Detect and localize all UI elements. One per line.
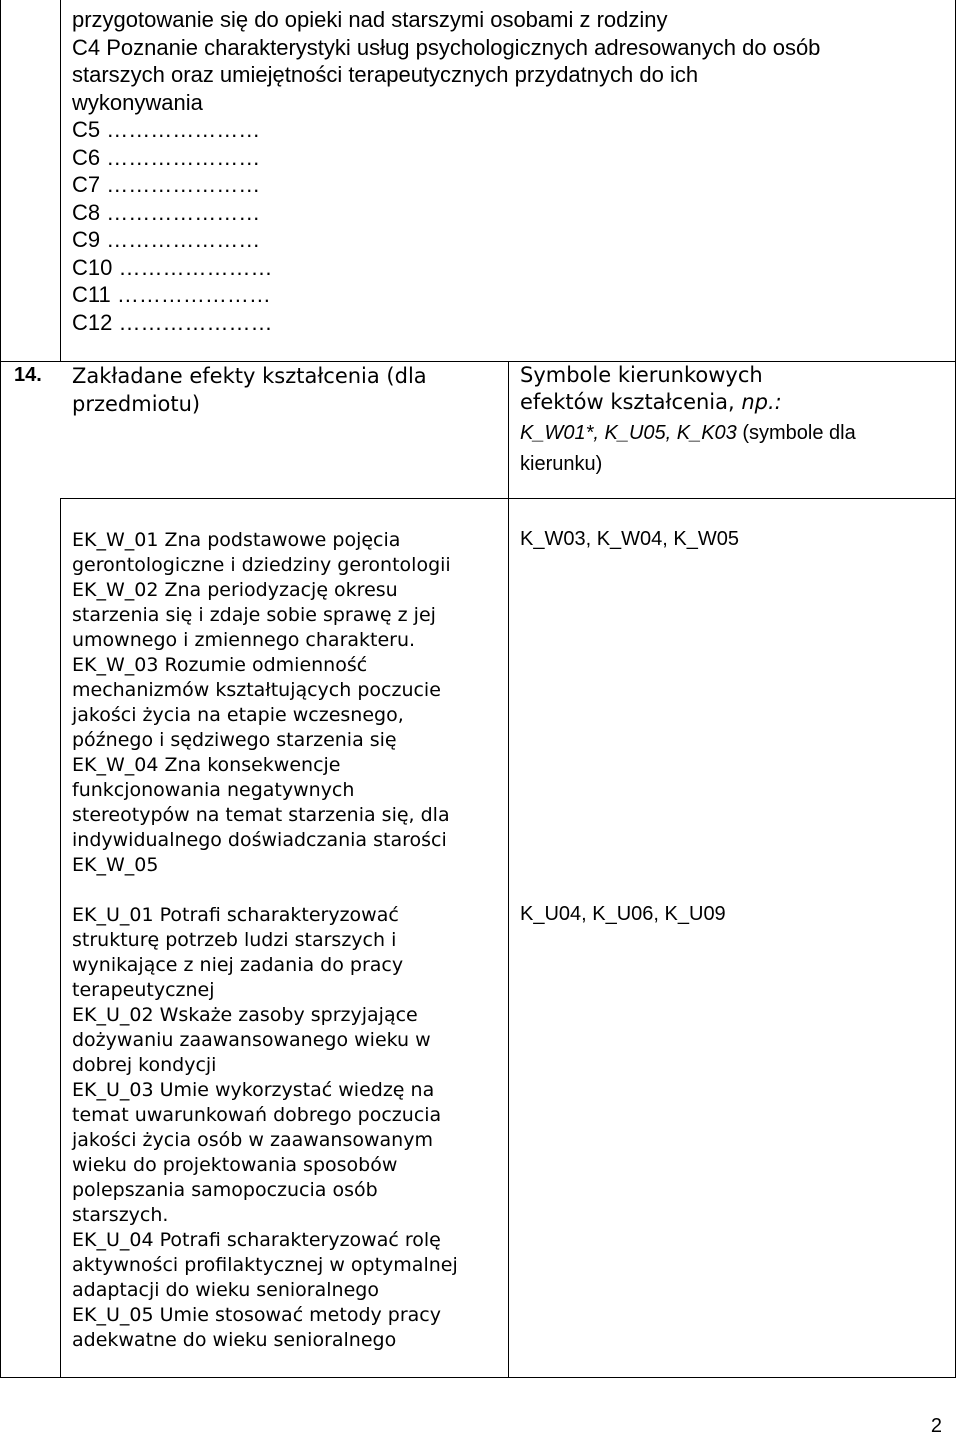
list-item: starzenia się i zdaje sobie sprawę z jej <box>72 604 436 626</box>
list-item: EK_U_01 Potrafi scharakteryzować <box>72 904 399 926</box>
text-line: przedmiotu) <box>72 392 201 416</box>
list-item: stereotypów na temat starzenia się, dla <box>72 804 450 826</box>
list-item: polepszania samopoczucia osób <box>72 1179 378 1201</box>
list-item: adekwatne do wieku senioralnego <box>72 1329 397 1351</box>
list-item: jakości życia osób w zaawansowanym <box>72 1129 433 1151</box>
list-item: funkcjonowania negatywnych <box>72 779 355 801</box>
table-border-bottom <box>0 1377 956 1378</box>
text-line: C9 ………………… <box>72 227 261 252</box>
list-item: EK_U_04 Potrafi scharakteryzować rolę <box>72 1229 441 1251</box>
list-item: EK_U_03 Umie wykorzystać wiedzę na <box>72 1079 435 1101</box>
list-item: strukturę potrzeb ludzi starszych i <box>72 929 397 951</box>
text-line: C8 ………………… <box>72 199 261 225</box>
list-item: gerontologiczne i dziedziny gerontologii <box>72 554 451 576</box>
text-fragment: (symbole dla <box>736 422 856 444</box>
text-fragment: K_W01*, K_U05, K_K03 <box>520 422 737 444</box>
table-border-left <box>0 0 1 1378</box>
symbols-header <box>520 362 782 416</box>
text-line: C12 ………………… <box>72 309 273 335</box>
text-line <box>520 418 856 449</box>
list-item: umownego i zmiennego charakteru. <box>72 629 416 651</box>
section-title <box>72 362 427 418</box>
list-item: wynikające z niej zadania do pracy <box>72 954 404 976</box>
list-item: dożywaniu zaawansowanego wieku w <box>72 1029 431 1051</box>
text-line: C4 Poznanie charakterystyki usług psychologicznych adresowanych do osób <box>72 34 821 60</box>
knowledge-effects-list <box>72 528 451 878</box>
text-line: C5 ………………… <box>72 117 261 142</box>
list-item: temat uwarunkowań dobrego poczucia <box>72 1104 442 1126</box>
text-fragment: efektów kształcenia, <box>520 390 742 414</box>
list-item: EK_U_05 Umie stosować metody pracy <box>72 1304 441 1326</box>
list-item: EK_W_04 Zna konsekwencje <box>72 754 341 776</box>
table-border-right <box>955 0 956 1378</box>
knowledge-symbols: K_W03, K_W04, K_W05 <box>520 528 739 550</box>
text-line: C7 ………………… <box>72 172 261 197</box>
list-item: mechanizmów kształtujących poczucie <box>72 679 441 701</box>
skill-symbols: K_U04, K_U06, K_U09 <box>520 903 726 925</box>
list-item: jakości życia na etapie wczesnego, <box>72 704 404 726</box>
list-item: starszych. <box>72 1204 169 1226</box>
symbols-column-divider <box>508 361 509 1378</box>
section-number: 14. <box>14 364 42 386</box>
text-line: starszych oraz umiejętności terapeutycznych przydatnych do ich <box>72 62 699 87</box>
text-line: Symbole kierunkowych <box>520 363 763 387</box>
list-item: EK_W_01 Zna podstawowe pojęcia <box>72 529 401 551</box>
list-item: EK_U_02 Wskaże zasoby sprzyjające <box>72 1004 418 1026</box>
text-line: C10 ………………… <box>72 254 273 280</box>
text-line: C11 ………………… <box>72 282 271 307</box>
text-line: kierunku) <box>520 453 603 475</box>
top-continuation-text <box>72 6 820 336</box>
list-item: wieku do projektowania sposobów <box>72 1154 398 1176</box>
text-line: Zakładane efekty kształcenia (dla <box>72 364 427 388</box>
list-item: późnego i sędziwego starzenia się <box>72 729 397 751</box>
list-item: dobrej kondycji <box>72 1054 217 1076</box>
number-column-divider <box>60 0 61 362</box>
page-number: 2 <box>930 1415 942 1437</box>
text-line: wykonywania <box>72 89 203 115</box>
symbols-example <box>520 418 856 480</box>
text-line: C6 ………………… <box>72 144 261 170</box>
text-line <box>520 389 782 416</box>
text-fragment: np.: <box>741 390 782 414</box>
list-item: adaptacji do wieku senioralnego <box>72 1279 379 1301</box>
list-item: EK_W_03 Rozumie odmienność <box>72 654 368 676</box>
list-item: EK_W_05 <box>72 854 159 876</box>
skill-effects-list <box>72 903 458 1353</box>
text-line: przygotowanie się do opieki nad starszymi osobami z rodziny <box>72 7 668 32</box>
list-item: terapeutycznej <box>72 979 215 1001</box>
content-column-left-border <box>60 498 61 1378</box>
list-item: aktywności profilaktycznej w optymalnej <box>72 1254 458 1276</box>
list-item: EK_W_02 Zna periodyzację okresu <box>72 579 398 601</box>
list-item: indywidualnego doświadczania starości <box>72 829 447 851</box>
